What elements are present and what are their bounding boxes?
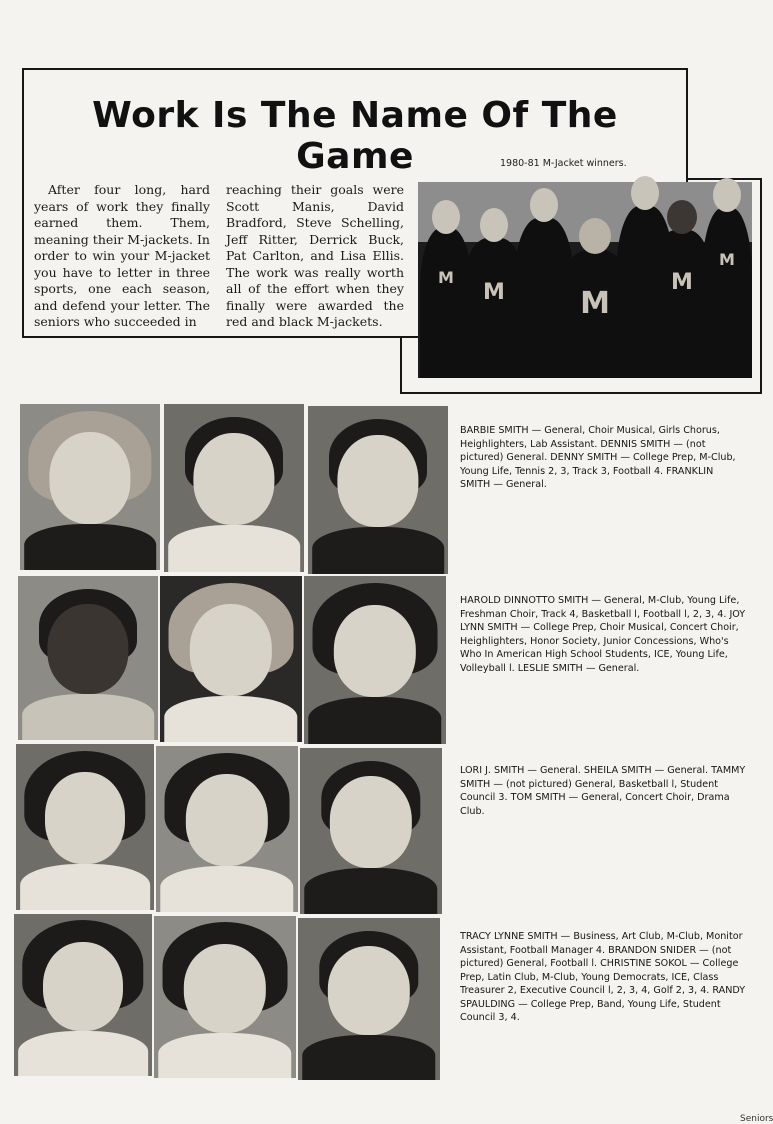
senior-portrait (156, 746, 298, 912)
senior-names-row-4: TRACY LYNNE SMITH — Business, Art Club, M-Club, Monitor Assistant, Football Manager 4. BRANDON SNIDER — (not pictured) General, Football l. CHRISTINE SOKOL — College Prep, Latin Club, M-Club, Young Democrats, ICE, Class Treasurer 2, Executive Council l, 2, 3, 4, Golf 2, 3, 4. RANDY SPAULDING — College Prep, Band, Young Life, Student Council 3, 4. (460, 931, 746, 1023)
senior-names-row-1: BARBIE SMITH — General, Choir Musical, Girls Chorus, Heighlighters, Lab Assistant. DENNIS SMITH — (not pictured) General. DENNY SMITH — College Prep, M-Club, Young Life, Tennis 2, 3, Track 3, Football 4. FRANKLIN SMITH — General. (460, 425, 736, 490)
senior-portrait (16, 744, 154, 910)
story-column-1: After four long, hard years of work they finally earned them. Them, meaning their M-jackets. In order to win your M-jacket you have to letter in three sports, one each season, and defend your letter. The seniors who succeeded in (34, 182, 210, 329)
senior-names-row-3: LORI J. SMITH — General. SHEILA SMITH — General. TAMMY SMITH — (not pictured) General, Basketball l, Student Council 3. TOM SMITH — General, Concert Choir, Drama Club. (460, 765, 746, 817)
page-folio: Seniors (740, 1114, 773, 1124)
jacket-winner-figure: M (462, 238, 526, 378)
senior-portrait (154, 916, 296, 1078)
senior-portrait (308, 406, 448, 574)
senior-portrait (160, 576, 302, 742)
senior-names-row-2: HAROLD DINNOTTO SMITH — General, M-Club, Young Life, Freshman Choir, Track 4, Basketball l, Football l, 2, 3, 4. JOY LYNN SMITH — College Prep, Choir Musical, Concert Choir, Heighlighters, Honor Society, Junior Concessions, Who's Who In American High School Students, ICE, Young Life, Volleyball l. LESLIE SMITH — General. (460, 595, 746, 674)
senior-portrait (164, 404, 304, 572)
jacket-winner-figure: M (558, 250, 632, 378)
jacket-winner-figure: M (702, 208, 752, 378)
group-photo (418, 182, 752, 378)
jacket-winner-figure: M (420, 228, 472, 378)
senior-portrait (18, 576, 158, 740)
feature-title: Work Is The Name Of The Game (92, 95, 618, 177)
senior-portrait (304, 576, 446, 744)
photo-caption: 1980-81 M-Jacket winners. (500, 158, 627, 169)
story-column-2: reaching their goals were Scott Manis, David Bradford, Steve Schelling, Jeff Ritter, Derrick Buck, Pat Carlton, and Lisa Ellis. The work was really worth all of the effort when they finally were awarded the red and black M-jackets. (226, 182, 404, 329)
jacket-winner-figure: M (650, 230, 714, 378)
senior-portrait (20, 404, 160, 570)
senior-portrait (14, 914, 152, 1076)
senior-portrait (298, 918, 440, 1080)
senior-portrait (300, 748, 442, 914)
